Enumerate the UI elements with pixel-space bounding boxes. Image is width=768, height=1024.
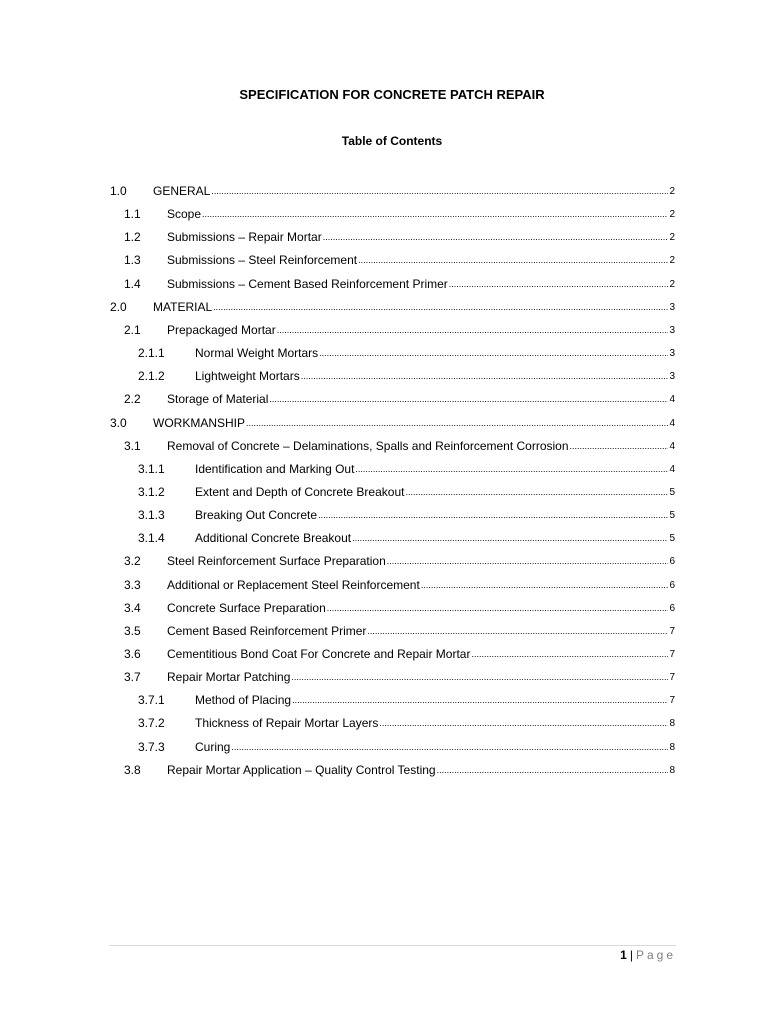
toc-entry-number: 1.1 xyxy=(124,207,141,222)
toc-entry-page: 5 xyxy=(669,510,675,522)
toc-entry-page: 4 xyxy=(669,440,675,452)
toc-dot-leader xyxy=(213,302,668,312)
toc-entry-number: 1.3 xyxy=(124,253,141,268)
toc-entry-title: Submissions – Steel Reinforcement xyxy=(167,253,358,268)
toc-entry[interactable] xyxy=(124,641,675,661)
footer-page-label: Page xyxy=(635,948,676,962)
toc-entry-title: Curing xyxy=(195,739,231,754)
toc-dot-leader xyxy=(421,580,669,590)
toc-entry-number: 2.2 xyxy=(124,392,141,407)
toc-entry-title: Additional or Replacement Steel Reinforcement xyxy=(167,577,420,592)
toc-entry-page: 4 xyxy=(669,394,675,406)
toc-entry[interactable] xyxy=(124,618,675,638)
toc-entry-number: 2.0 xyxy=(110,299,127,314)
toc-entry-title: Cementitious Bond Coat For Concrete and Repair Mortar xyxy=(167,647,471,661)
toc-dot-leader xyxy=(202,209,668,219)
toc-entry-page: 2 xyxy=(669,255,675,267)
toc-entry[interactable] xyxy=(138,734,675,754)
toc-dot-leader xyxy=(269,394,668,404)
toc-entry-page: 2 xyxy=(669,186,675,197)
toc-entry-title: Extent and Depth of Concrete Breakout xyxy=(195,484,405,499)
toc-dot-leader xyxy=(301,371,669,381)
toc-entry-number: 3.6 xyxy=(124,647,141,661)
toc-entry-title: Repair Mortar Patching xyxy=(167,670,291,685)
toc-entry-title: Steel Reinforcement Surface Preparation xyxy=(167,554,386,569)
toc-entry-page: 7 xyxy=(669,695,675,707)
toc-entry-title: Normal Weight Mortars xyxy=(195,346,319,361)
toc-dot-leader xyxy=(231,742,668,752)
toc-entry[interactable] xyxy=(124,224,675,244)
toc-entry[interactable] xyxy=(138,525,675,545)
toc-dot-leader xyxy=(319,348,668,358)
toc-entry-page: 5 xyxy=(669,486,675,498)
toc-entry[interactable] xyxy=(124,664,675,684)
footer-divider xyxy=(109,945,676,946)
toc-dot-leader xyxy=(291,672,668,682)
toc-entry-page: 3 xyxy=(669,371,675,383)
toc-entry[interactable] xyxy=(110,178,675,198)
toc-entry-page: 4 xyxy=(669,417,675,429)
toc-entry-number: 1.0 xyxy=(110,184,127,198)
toc-entry-number: 1.4 xyxy=(124,276,141,291)
toc-entry-page: 4 xyxy=(669,463,675,475)
toc-entry[interactable] xyxy=(138,502,675,522)
toc-entry[interactable] xyxy=(124,247,675,267)
toc-entry[interactable] xyxy=(138,340,675,360)
toc-entry-title: WORKMANSHIP xyxy=(153,415,246,430)
toc-dot-leader xyxy=(246,418,668,428)
toc-entry[interactable] xyxy=(138,479,675,499)
toc-entry-page: 3 xyxy=(669,301,675,313)
page-title: SPECIFICATION FOR CONCRETE PATCH REPAIR xyxy=(239,87,545,102)
toc-entry-number: 3.7.3 xyxy=(138,739,165,754)
toc-dot-leader xyxy=(437,765,669,775)
toc-entry-title: GENERAL xyxy=(153,184,211,198)
toc-entry[interactable] xyxy=(124,572,675,592)
toc-entry-number: 3.5 xyxy=(124,623,141,638)
toc-entry-title: Breaking Out Concrete xyxy=(195,508,318,523)
toc-heading: Table of Contents xyxy=(341,134,443,148)
toc-entry-page: 7 xyxy=(669,625,675,637)
toc-entry-number: 2.1 xyxy=(124,322,141,337)
toc-entry[interactable] xyxy=(124,433,675,453)
toc-entry-page: 5 xyxy=(669,533,675,545)
toc-entry-page: 3 xyxy=(669,324,675,336)
toc-entry-number: 3.2 xyxy=(124,554,141,569)
toc-entry[interactable] xyxy=(138,363,675,383)
toc-entry-page: 2 xyxy=(669,232,675,244)
toc-entry-title: Identification and Marking Out xyxy=(195,461,355,476)
toc-entry-number: 3.0 xyxy=(110,415,127,430)
toc-entry-title: Additional Concrete Breakout xyxy=(195,531,352,546)
toc-entry-title: Repair Mortar Application – Quality Control Testing xyxy=(167,762,436,777)
toc-dot-leader xyxy=(277,325,669,335)
toc-dot-leader xyxy=(471,649,668,659)
toc-entry-title: MATERIAL xyxy=(153,299,213,314)
toc-dot-leader xyxy=(367,626,668,636)
toc-entry-title: Submissions – Repair Mortar xyxy=(167,230,322,245)
toc-entry-title: Lightweight Mortars xyxy=(195,369,300,384)
toc-entry-page: 8 xyxy=(669,718,675,730)
toc-dot-leader xyxy=(355,464,668,474)
toc-dot-leader xyxy=(323,232,669,242)
toc-dot-leader xyxy=(570,441,669,451)
toc-dot-leader xyxy=(449,279,669,289)
toc-entry-page: 3 xyxy=(669,348,675,360)
toc-dot-leader xyxy=(327,603,669,613)
toc-entry-page: 7 xyxy=(669,649,675,660)
toc-entry[interactable] xyxy=(110,410,675,430)
toc-entry-number: 3.7.1 xyxy=(138,693,165,708)
toc-dot-leader xyxy=(352,533,668,543)
footer-separator: | xyxy=(629,948,633,962)
toc-entry[interactable] xyxy=(124,757,675,777)
toc-entry-page: 2 xyxy=(669,278,675,290)
toc-entry[interactable] xyxy=(124,201,675,221)
toc-entry-number: 3.8 xyxy=(124,762,141,777)
toc-entry-number: 3.1.1 xyxy=(138,461,165,476)
toc-entry[interactable] xyxy=(124,595,675,615)
toc-entry-number: 3.7 xyxy=(124,670,141,685)
toc-entry-page: 8 xyxy=(669,741,675,753)
toc-entry-number: 3.1.2 xyxy=(138,484,165,499)
toc-entry-title: Prepackaged Mortar xyxy=(167,322,276,337)
toc-entry[interactable] xyxy=(138,687,675,707)
toc-entry[interactable] xyxy=(138,710,675,730)
toc-entry-title: Concrete Surface Preparation xyxy=(167,600,326,615)
toc-entry[interactable] xyxy=(110,294,675,314)
toc-entry-title: Thickness of Repair Mortar Layers xyxy=(195,716,379,731)
footer-page-number: 1 xyxy=(620,948,627,962)
toc-entry-title: Submissions – Cement Based Reinforcement Primer xyxy=(167,276,448,291)
toc-entry-page: 6 xyxy=(669,579,675,591)
toc-entry-number: 3.1 xyxy=(124,438,141,453)
toc-entry-number: 3.1.3 xyxy=(138,508,165,523)
toc-entry-page: 6 xyxy=(669,602,675,614)
toc-dot-leader xyxy=(405,487,668,497)
toc-entry-page: 6 xyxy=(669,556,675,568)
toc-entry-title: Storage of Material xyxy=(167,392,269,407)
toc-dot-leader xyxy=(379,718,668,728)
toc-entry-number: 2.1.2 xyxy=(138,369,165,384)
toc-entry[interactable] xyxy=(138,456,675,476)
toc-entry-number: 3.1.4 xyxy=(138,531,165,546)
toc-dot-leader xyxy=(292,695,668,705)
toc-entry-number: 3.4 xyxy=(124,600,141,615)
toc-entry-number: 2.1.1 xyxy=(138,346,165,361)
toc-entry[interactable] xyxy=(124,548,675,568)
toc-entry-title: Removal of Concrete – Delaminations, Spalls and Reinforcement Corrosion xyxy=(167,438,569,453)
toc-entry[interactable] xyxy=(124,317,675,337)
toc-dot-leader xyxy=(358,255,668,265)
toc-entry-number: 3.7.2 xyxy=(138,716,165,731)
toc-dot-leader xyxy=(387,556,669,566)
page-footer xyxy=(620,948,676,962)
toc-dot-leader xyxy=(318,510,668,520)
toc-entry-page: 2 xyxy=(669,209,675,221)
toc-entry[interactable] xyxy=(124,271,675,291)
toc-entry-number: 1.2 xyxy=(124,230,141,245)
toc-entry[interactable] xyxy=(124,386,675,406)
toc-entry-page: 8 xyxy=(669,764,675,776)
toc-entry-number: 3.3 xyxy=(124,577,141,592)
toc-dot-leader xyxy=(211,186,668,196)
toc-entry-title: Cement Based Reinforcement Primer xyxy=(167,623,367,638)
toc-entry-title: Scope xyxy=(167,207,202,222)
toc-entry-page: 7 xyxy=(669,672,675,684)
toc-entry-title: Method of Placing xyxy=(195,693,292,708)
